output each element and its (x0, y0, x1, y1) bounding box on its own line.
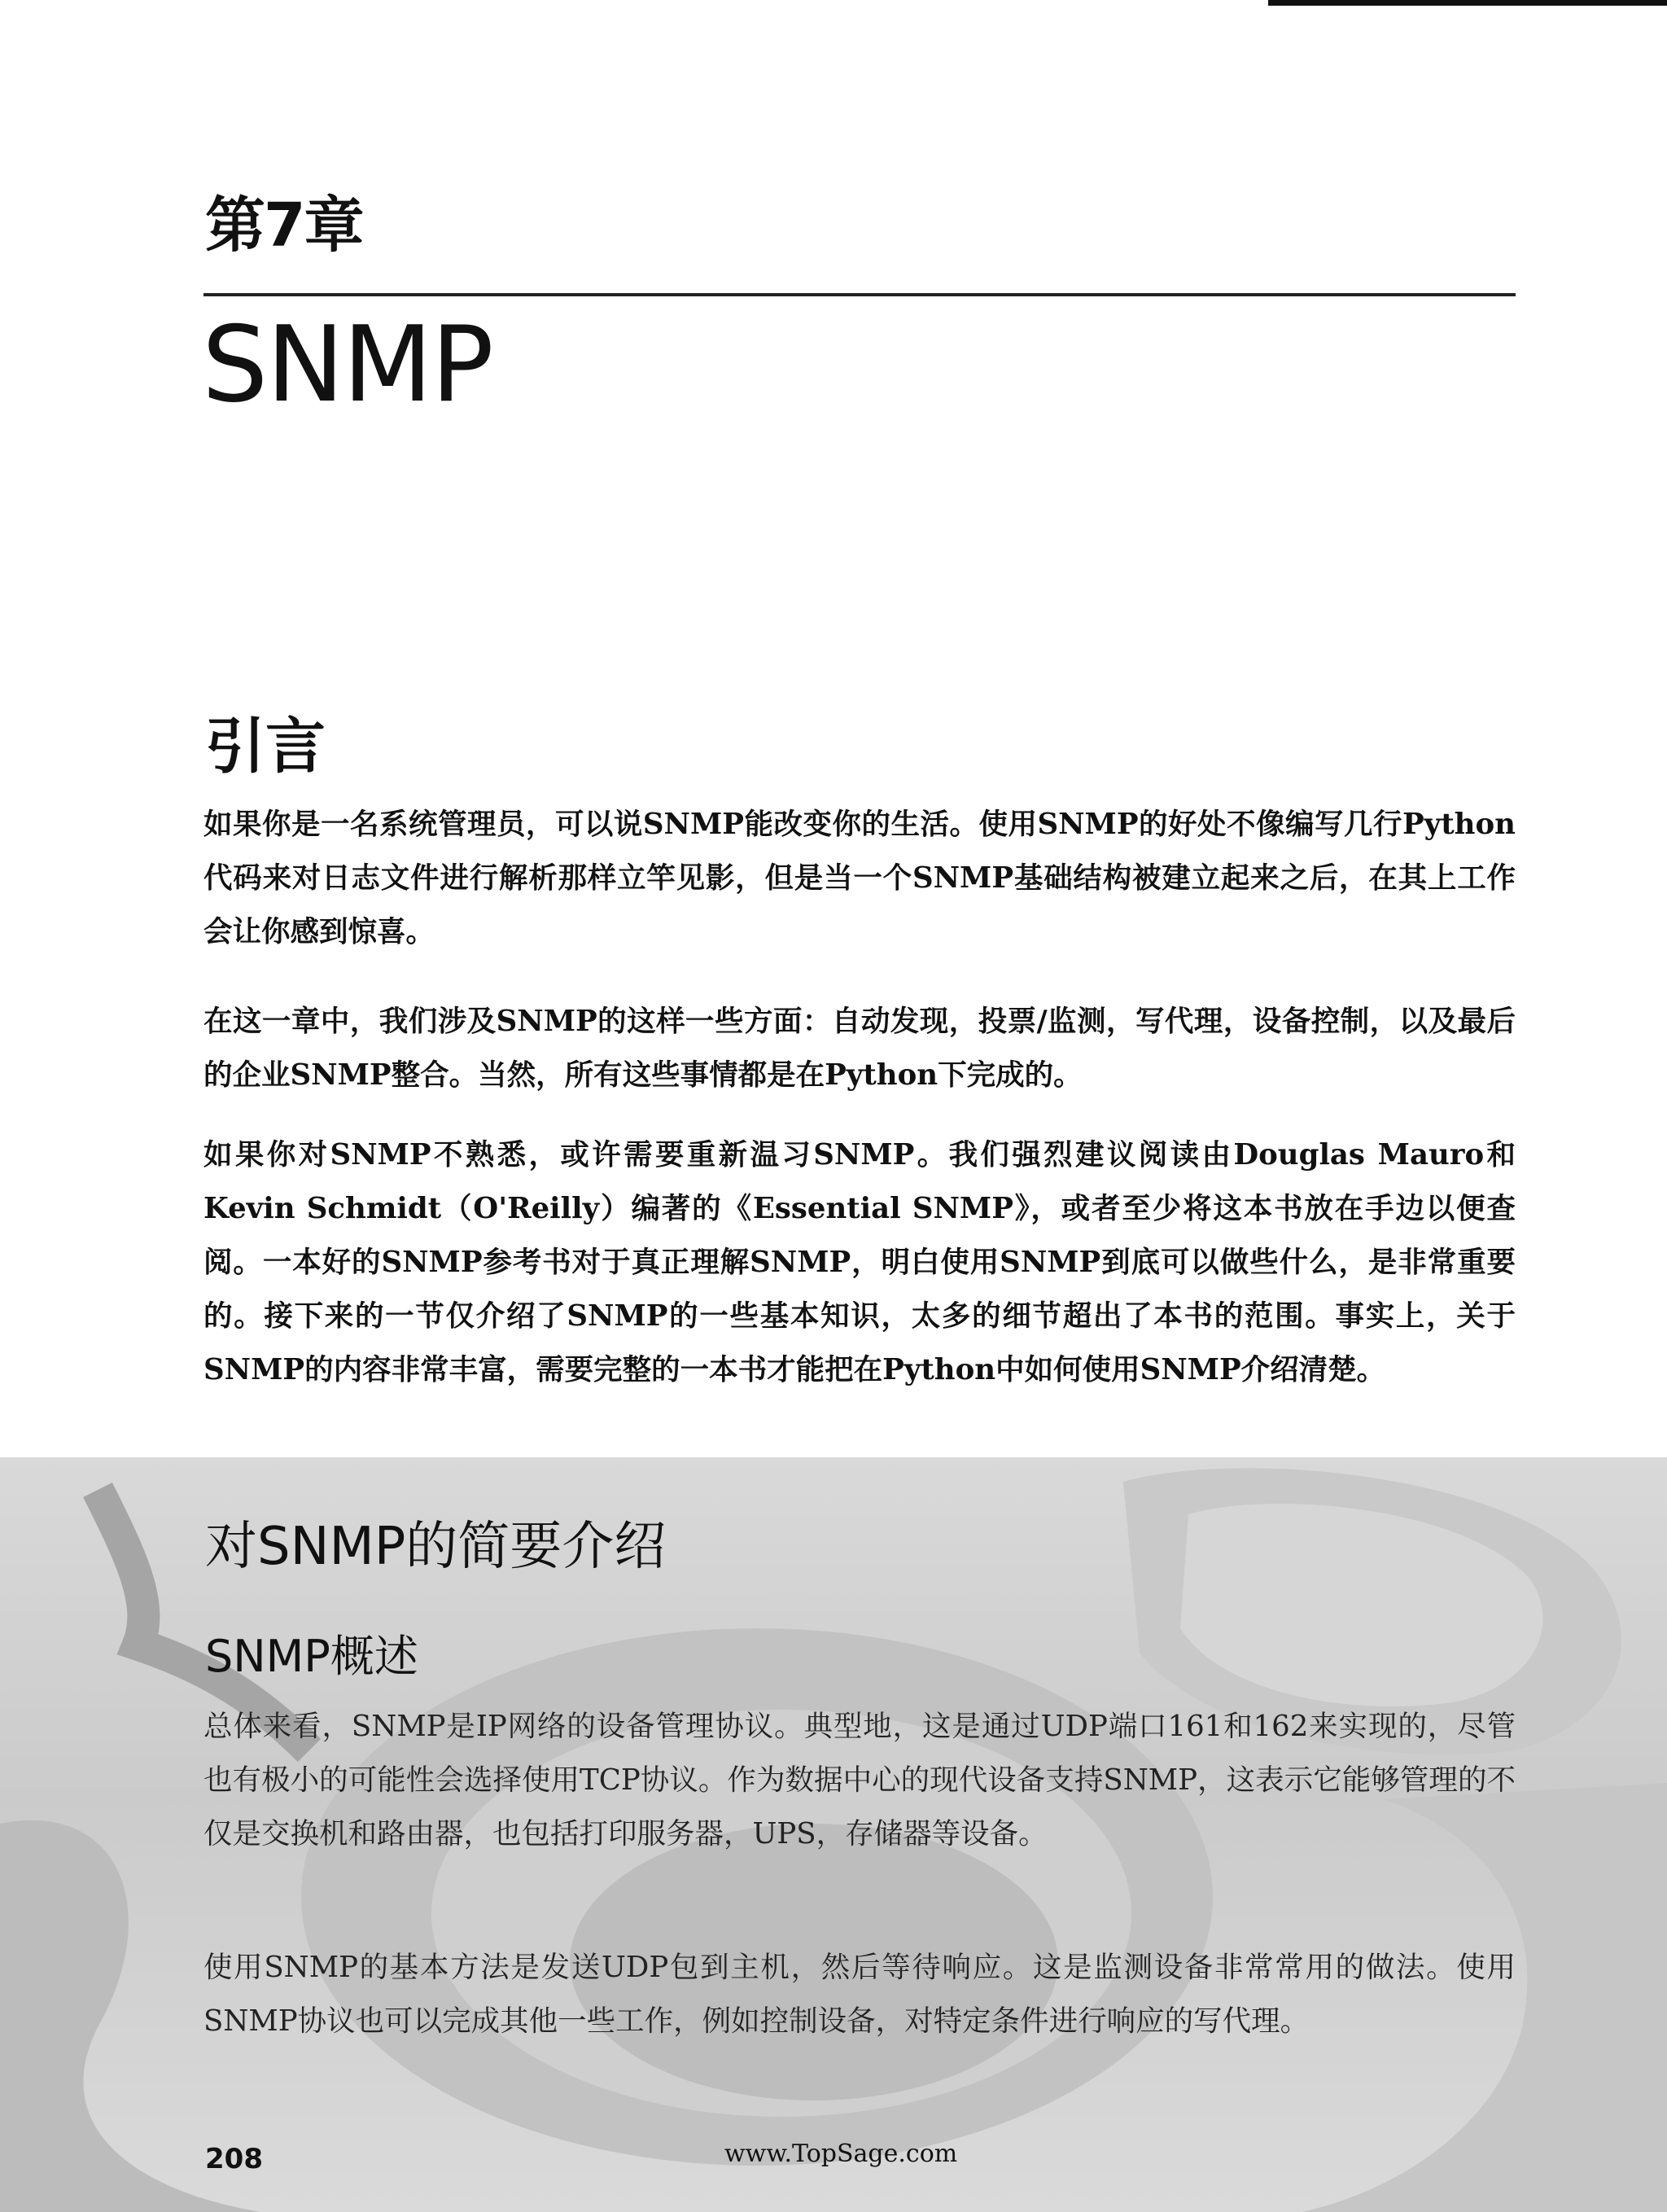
footer-url: www.TopSage.com (724, 2140, 958, 2168)
chapter-number: 第7章 (205, 191, 363, 261)
intro-paragraph-3: 如果你对SNMP不熟悉，或许需要重新温习SNMP。我们强烈建议阅读由Douglas Mauro和 Kevin Schmidt（O'Reilly）编著的《Essential SNMP》，或者至少将这本书放在手边以便查阅。一本好的SNMP参考书对于真正理解SNMP，明白使用SNMP到底可以做些什么，是非常重要的。接下来的一节仅介绍了SNMP的一些基本知识，太多的细节超出了本书的范围。事实上，关于SNMP的内容非常丰富，需要完整的一本书才能把在Python中如何使用SNMP介绍清楚。 (203, 1138, 1516, 1386)
section-heading-intro: 引言 (205, 712, 326, 782)
section-heading-brief: 对SNMP的简要介绍 (205, 1517, 667, 1577)
page-number: 208 (205, 2143, 263, 2175)
intro-paragraph-1: 如果你是一名系统管理员，可以说SNMP能改变你的生活。使用SNMP的好处不像编写几行Python代码来对日志文件进行解析那样立竿见影，但是当一个SNMP基础结构被建立起来之后，在其上工作会让你感到惊喜。 (203, 808, 1516, 948)
intro-paragraph-2: 在这一章中，我们涉及SNMP的这样一些方面：自动发现，投票/监测，写代理，设备控制，以及最后的企业SNMP整合。当然，所有这些事情都是在Python下完成的。 (203, 1005, 1516, 1092)
overview-paragraph-2: 使用SNMP的基本方法是发送UDP包到主机，然后等待响应。这是监测设备非常常用的做法。使用SNMP协议也可以完成其他一些工作，例如控制设备，对特定条件进行响应的写代理。 (203, 1951, 1516, 2038)
top-edge-bar (1268, 0, 1667, 6)
subsection-heading-overview: SNMP概述 (205, 1631, 418, 1682)
overview-paragraph-1: 总体来看，SNMP是IP网络的设备管理协议。典型地，这是通过UDP端口161和162来实现的，尽管也有极小的可能性会选择使用TCP协议。作为数据中心的现代设备支持SNMP，这表示它能够管理的不仅是交换机和路由器，也包括打印服务器，UPS，存储器等设备。 (203, 1710, 1516, 1851)
chapter-title: SNMP (202, 304, 492, 426)
chapter-rule (203, 293, 1516, 296)
